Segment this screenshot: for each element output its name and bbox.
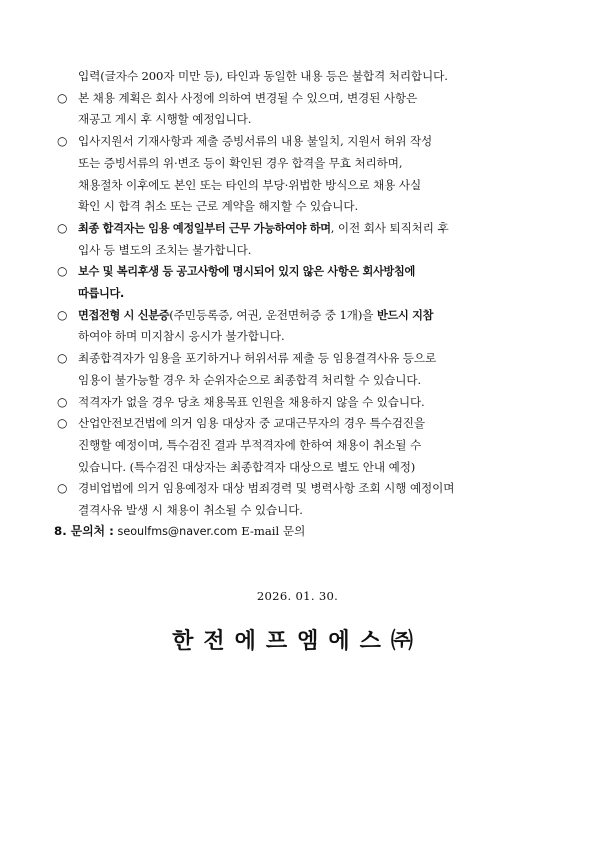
notice-item-health-exam — [54, 413, 544, 478]
bullet-circle-icon: ○ — [57, 307, 68, 322]
notice-line: 경비업법에 의거 임용예정자 대상 범죄경력 및 병력사항 조회 시행 예정이며 — [78, 481, 455, 496]
contact-suffix: E-mail 문의 — [241, 524, 306, 538]
bullet-circle-icon: ○ — [57, 394, 68, 409]
notice-emphasis-line: 보수 및 복리후생 등 공고사항에 명시되어 있지 않은 사항은 회사방침에 — [78, 265, 416, 279]
notice-item-id-card — [54, 305, 544, 348]
notice-line — [78, 305, 544, 327]
notice-item-company-policy — [54, 261, 544, 304]
notice-line: 입사 등 별도의 조치는 불가합니다. — [78, 242, 252, 257]
notice-text: , 이전 회사 퇴직처리 후 — [330, 220, 449, 235]
notice-text: (주민등록증, 여권, 운전면허증 중 1개)을 — [169, 307, 377, 322]
contact-heading: 8. 문의처 : — [54, 524, 114, 538]
notice-emphasis-line: 따릅니다. — [78, 287, 124, 301]
notice-line: 진행할 예정이며, 특수검진 결과 부적격자에 한하여 채용이 취소될 수 — [78, 437, 422, 452]
notice-list — [54, 66, 544, 522]
notice-item-next-candidate — [54, 348, 544, 391]
bullet-circle-icon: ○ — [57, 264, 68, 279]
notice-line: 있습니다. (특수검진 대상자는 최종합격자 대상으로 별도 안내 예정) — [78, 459, 416, 474]
bullet-circle-icon: ○ — [57, 351, 68, 366]
notice-emphasis: 최종 합격자는 임용 예정일부터 근무 가능하여야 하며 — [78, 221, 331, 235]
notice-line: 입사지원서 기재사항과 제출 증빙서류의 내용 불일치, 지원서 허위 작성 — [78, 134, 433, 149]
notice-line: 임용이 불가능할 경우 차 순위자순으로 최종합격 처리할 수 있습니다. — [78, 372, 422, 387]
notice-line — [78, 218, 544, 240]
contact-section — [54, 522, 305, 539]
bullet-circle-icon: ○ — [57, 90, 68, 105]
notice-emphasis: 반드시 지참 — [376, 308, 434, 322]
notice-line: 적격자가 없을 경우 당초 채용목표 인원을 채용하지 않을 수 있습니다. — [78, 394, 425, 409]
bullet-circle-icon: ○ — [57, 134, 68, 149]
notice-line: 결격사유 발생 시 채용이 취소될 수 있습니다. — [78, 503, 303, 518]
notice-line: 본 채용 계획은 회사 사정에 의하여 변경될 수 있으며, 변경된 사항은 — [78, 90, 418, 105]
document-date: 2026. 01. 30. — [256, 589, 339, 603]
bullet-circle-icon: ○ — [57, 481, 68, 496]
notice-item-no-qualified — [54, 392, 544, 414]
bullet-circle-icon: ○ — [57, 220, 68, 235]
notice-item-background-check — [54, 478, 544, 521]
notice-line: 확인 시 합격 취소 또는 근로 계약을 해지할 수 있습니다. — [78, 199, 359, 214]
organization-name: 한전에프엠에스㈜ — [172, 629, 423, 654]
notice-item-plan-change — [54, 88, 544, 131]
notice-line: 산업안전보건법에 의거 임용 대상자 중 교대근무자의 경우 특수검진을 — [78, 416, 425, 431]
contact-email-link[interactable]: seoulfms@naver.com — [117, 525, 238, 538]
notice-line: 재공고 게시 후 시행할 예정입니다. — [78, 112, 252, 127]
notice-line: 최종합격자가 임용을 포기하거나 허위서류 제출 등 임용결격사유 등으로 — [78, 351, 437, 366]
notice-item-document-mismatch — [54, 131, 544, 218]
notice-line: 또는 증빙서류의 위·변조 등이 확인된 경우 합격을 무효 처리하며, — [78, 155, 403, 170]
notice-continuation-line: 입력(글자수 200자 미만 등), 타인과 동일한 내용 등은 불합격 처리합니다. — [78, 69, 448, 83]
notice-emphasis: 면접전형 시 신분증 — [78, 308, 170, 322]
notice-line: 채용절차 이후에도 본인 또는 타인의 부당·위법한 방식으로 채용 사실 — [78, 177, 422, 192]
notice-item-start-date — [54, 218, 544, 261]
notice-line: 하여야 하며 미지참시 응시가 불가합니다. — [78, 329, 285, 344]
bullet-circle-icon: ○ — [57, 416, 68, 431]
